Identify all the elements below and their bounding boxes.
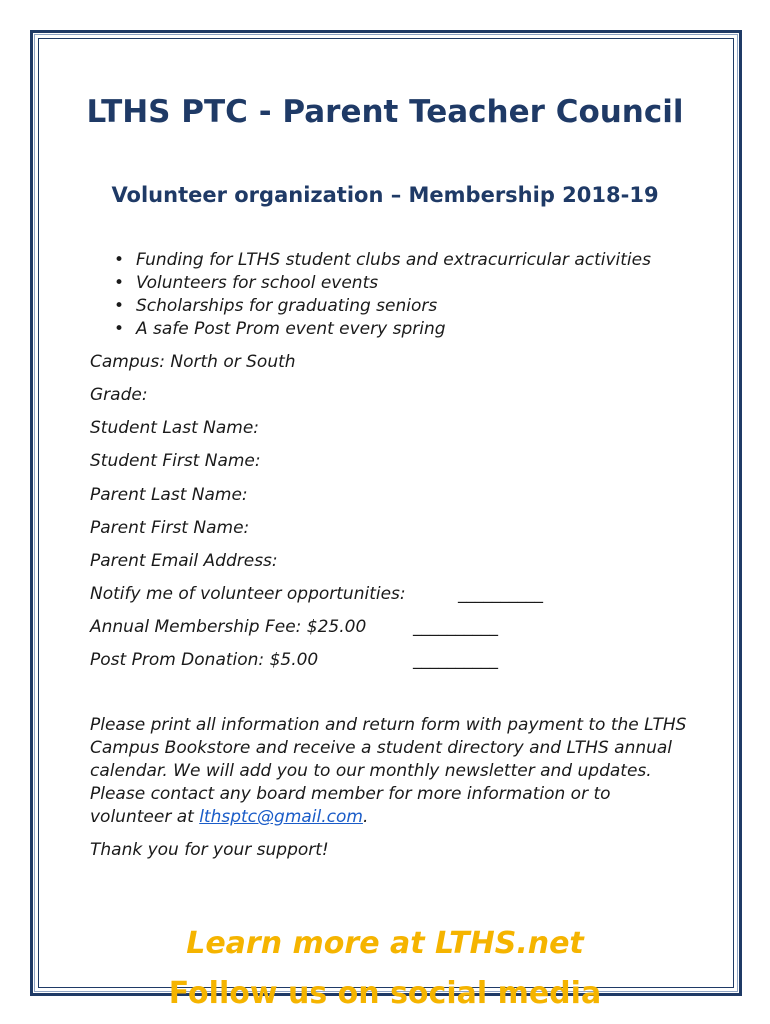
parent-email-label: Parent Email Address:	[90, 551, 278, 571]
list-item: • Scholarships for graduating seniors	[114, 296, 438, 316]
parent-last-name-label: Parent Last Name:	[90, 485, 248, 505]
notify-label: Notify me of volunteer opportunities:	[90, 584, 406, 604]
list-item: • Funding for LTHS student clubs and extracurricular activities	[114, 250, 651, 270]
email-link[interactable]: lthsptc@gmail.com	[199, 807, 363, 827]
page-title: LTHS PTC - Parent Teacher Council	[86, 94, 684, 130]
bullet-icon: •	[114, 250, 125, 270]
follow-social-banner: Follow us on social media	[168, 976, 602, 1011]
post-prom-donation-blank[interactable]: __________	[413, 650, 498, 670]
student-last-name-label: Student Last Name:	[90, 418, 260, 438]
thank-you-text: Thank you for your support!	[90, 840, 329, 860]
parent-first-name-label: Parent First Name:	[90, 518, 250, 538]
learn-more-banner: Learn more at LTHS.net	[186, 926, 584, 961]
post-prom-donation-label: Post Prom Donation: $5.00	[90, 650, 319, 670]
grade-label: Grade:	[90, 385, 148, 405]
page-subtitle: Volunteer organization – Membership 2018-19	[111, 183, 659, 207]
membership-fee-blank[interactable]: __________	[413, 617, 498, 637]
bullet-icon: •	[114, 273, 125, 293]
instructions-paragraph: Please print all information and return form with payment to the LTHS Campus Bookstore and receive a student directory and LTHS annual calendar. We will add you to our monthly newsletter and updates. Please contact any board member for more information or to volunteer at lthsptc@gmail.com.	[90, 715, 687, 827]
campus-label: Campus: North or South	[90, 352, 296, 372]
student-first-name-label: Student First Name:	[90, 451, 261, 471]
bullet-icon: •	[114, 319, 125, 339]
bullet-icon: •	[114, 296, 125, 316]
benefits-list	[110, 249, 651, 341]
notify-blank[interactable]: __________	[458, 584, 543, 604]
list-item: • A safe Post Prom event every spring	[114, 319, 446, 339]
list-item: • Volunteers for school events	[114, 273, 379, 293]
membership-fee-label: Annual Membership Fee: $25.00	[90, 617, 367, 637]
